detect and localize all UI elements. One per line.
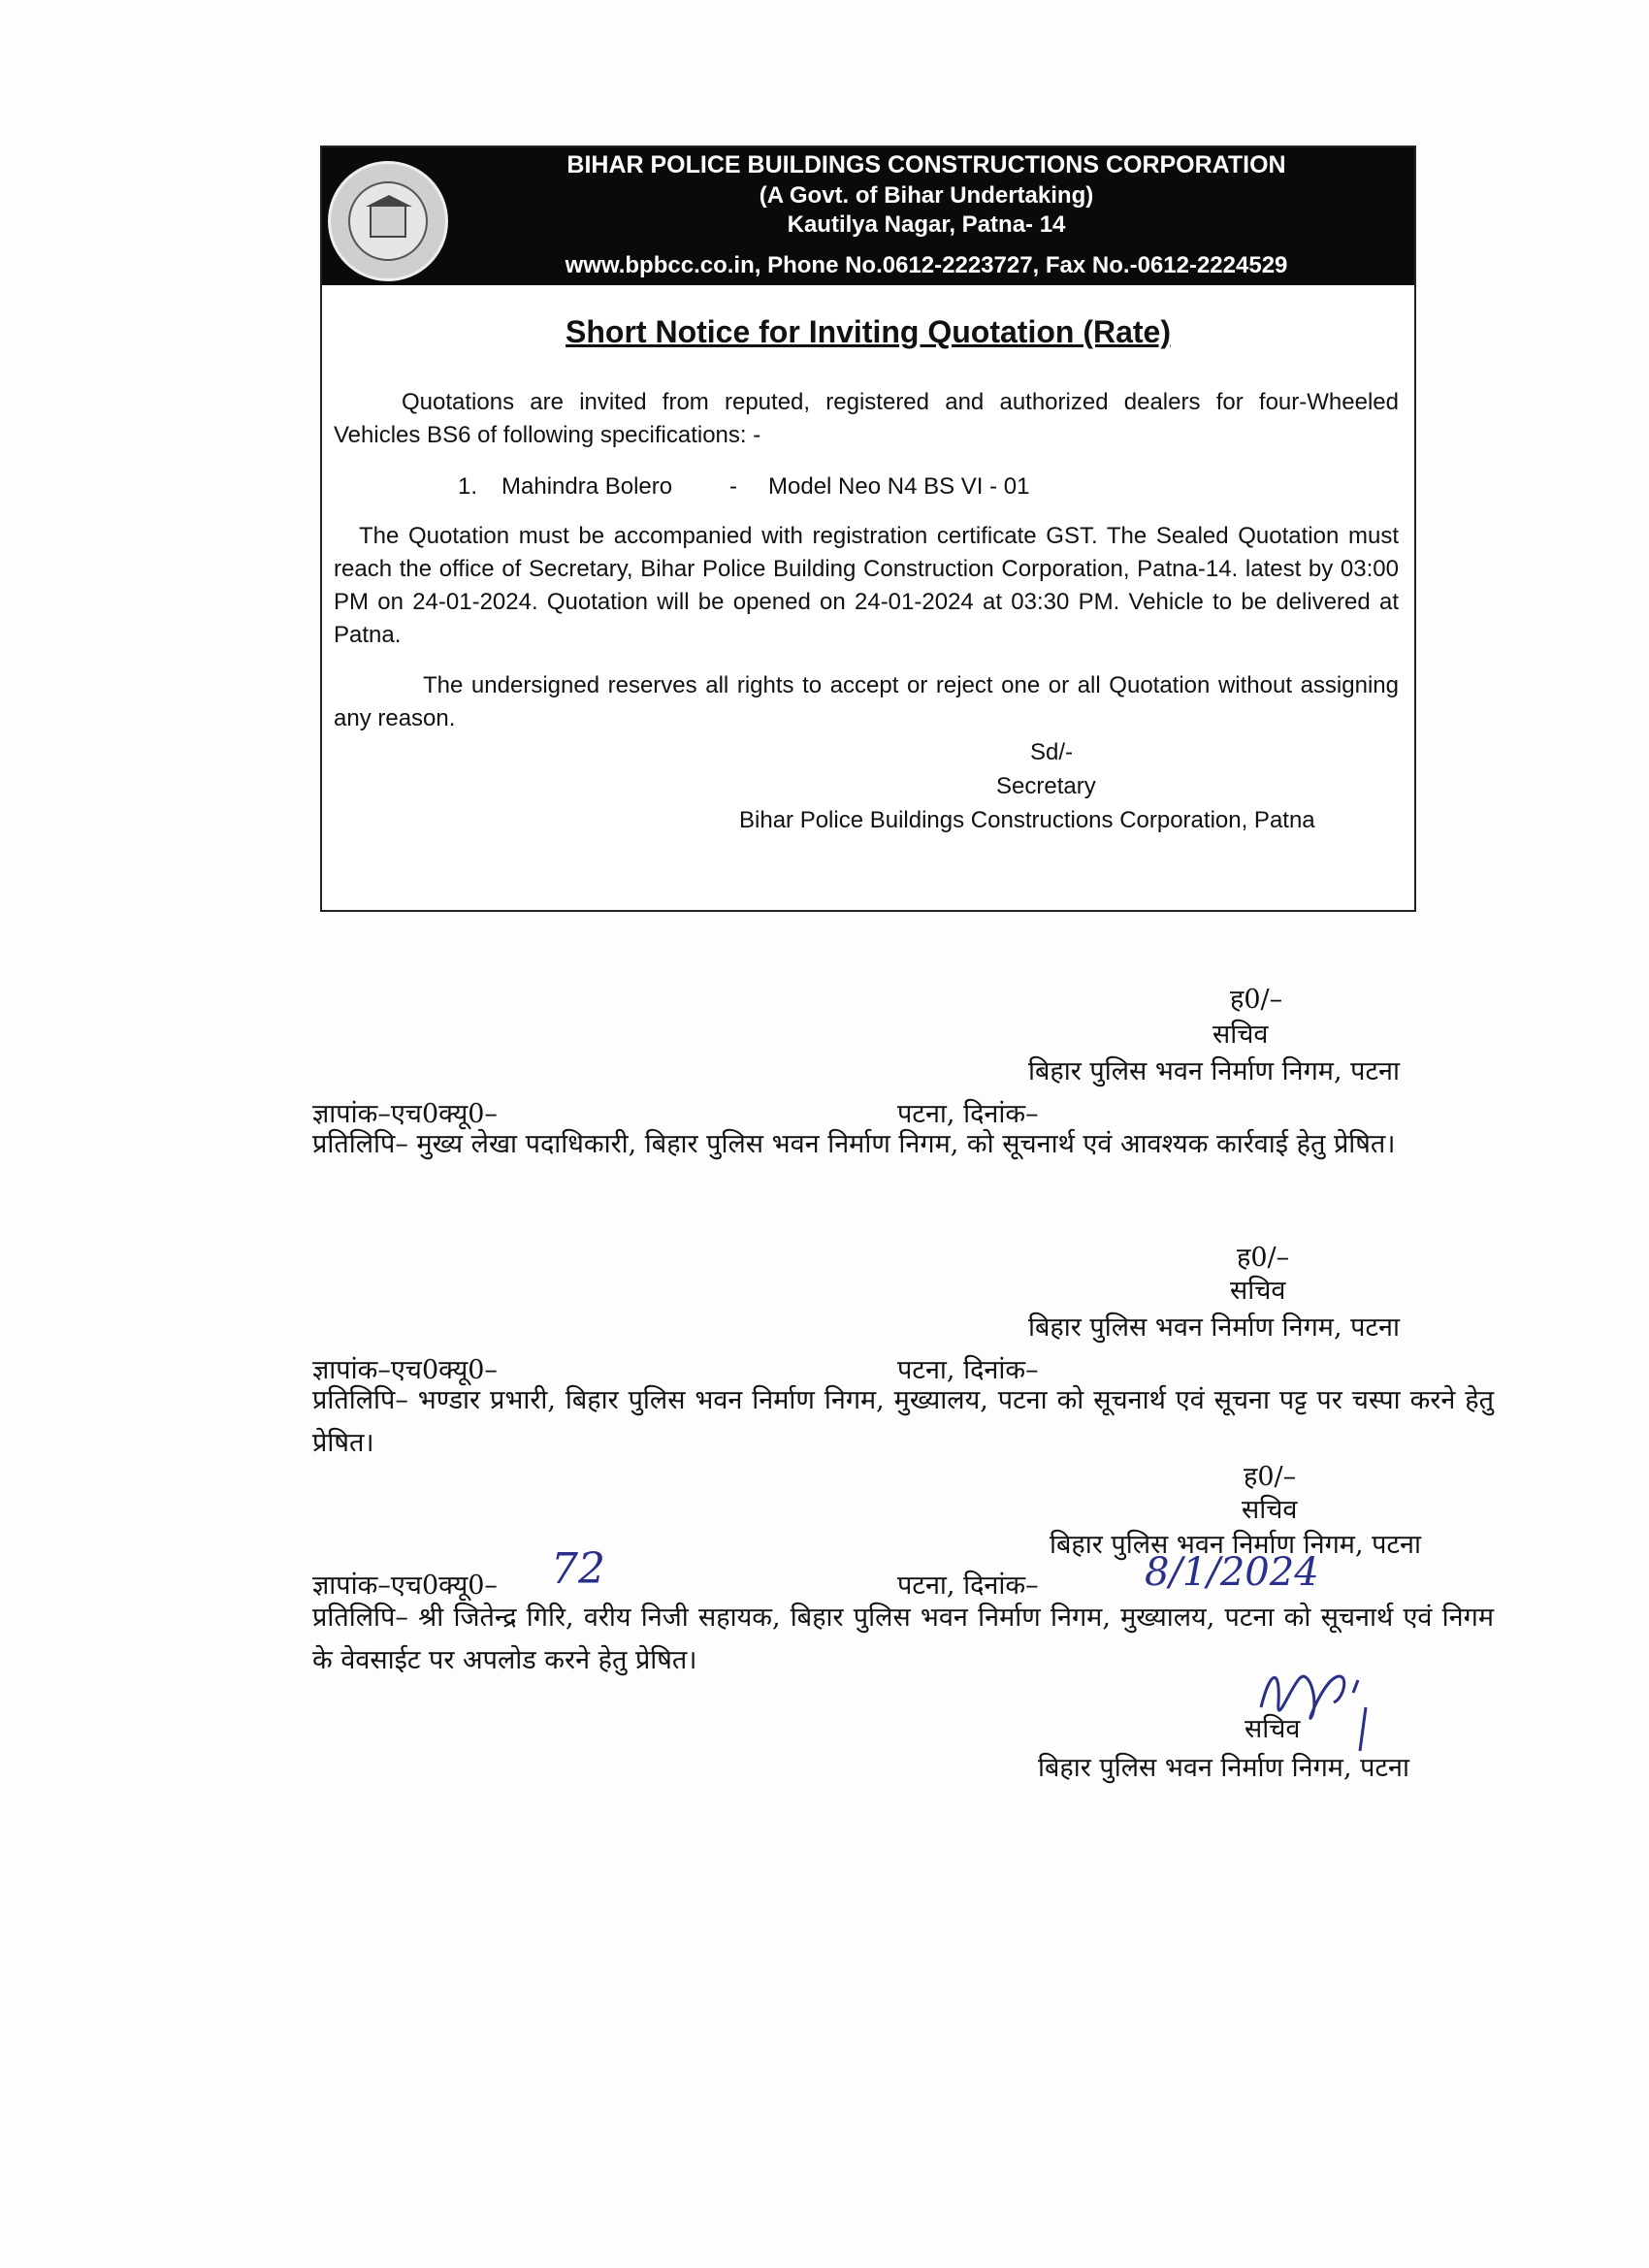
final-org: बिहार पुलिस भवन निर्माण निगम, पटना xyxy=(1038,1753,1410,1783)
copy1-ho: ह0/– xyxy=(1230,985,1283,1015)
item-number: 1. xyxy=(458,473,478,500)
copy3-ho: ह0/– xyxy=(1244,1462,1297,1492)
item-name: Mahindra Bolero xyxy=(501,473,673,500)
org-subtitle: (A Govt. of Bihar Undertaking) xyxy=(759,182,1094,209)
copy2-date: पटना, दिनांक– xyxy=(897,1355,1039,1385)
item-model: Model Neo N4 BS VI - 01 xyxy=(768,473,1030,500)
notice-secretary: Secretary xyxy=(996,773,1096,799)
notice-paragraph-3: The undersigned reserves all rights to accept or reject one or all Quotation without assigning any reason. xyxy=(334,672,1399,731)
copy1-ref: ज्ञापांक–एच0क्यू0– xyxy=(312,1099,498,1129)
copy2-ho: ह0/– xyxy=(1237,1243,1290,1273)
copy1-text: प्रतिलिपि– मुख्य लेखा पदाधिकारी, बिहार पुलिस भवन निर्माण निगम, को सूचनार्थ एवं आवश्यक कार्रवाई हेतु प्रेषित। xyxy=(312,1129,1396,1159)
copy3-ref-number: 72 xyxy=(551,1544,605,1594)
notice-org-sign: Bihar Police Buildings Constructions Corporation, Patna xyxy=(739,807,1315,833)
copy3-org: बिहार पुलिस भवन निर्माण निगम, पटना xyxy=(1050,1530,1422,1560)
letterhead-banner xyxy=(322,147,1414,285)
final-sachiv: सचिव xyxy=(1245,1714,1301,1744)
org-contact: www.bpbcc.co.in, Phone No.0612-2223727, Fax No.-0612-2224529 xyxy=(565,252,1288,278)
copy3-date-value: 8/1/2024 xyxy=(1145,1550,1319,1595)
copy2-ref: ज्ञापांक–एच0क्यू0– xyxy=(312,1355,498,1385)
copy2-org: बिहार पुलिस भवन निर्माण निगम, पटना xyxy=(1028,1312,1401,1343)
copy1-date: पटना, दिनांक– xyxy=(897,1099,1039,1129)
copy2-sachiv: सचिव xyxy=(1230,1276,1286,1306)
copy3-ref: ज्ञापांक–एच0क्यू0– xyxy=(312,1571,498,1601)
corporation-seal-icon xyxy=(328,161,448,281)
copy3-date: पटना, दिनांक– xyxy=(897,1571,1039,1601)
notice-paragraph-1: Quotations are invited from reputed, registered and authorized dealers for four-Wheeled Vehicles BS6 of following specifications: - xyxy=(334,389,1399,448)
notice-sd: Sd/- xyxy=(1030,739,1074,765)
notice-paragraph-2: The Quotation must be accompanied with registration certificate GST. The Sealed Quotation must reach the office of Secretary, Bihar Police Building Construction Corporation, Patna-14. latest by 03:00 PM on 24-01-2024. Quotation will be opened on 24-01-2024 at 03:30 PM. Vehicle to be delivered at Patna. xyxy=(334,523,1399,648)
org-address: Kautilya Nagar, Patna- 14 xyxy=(787,211,1066,238)
copy1-sachiv: सचिव xyxy=(1212,1020,1269,1050)
notice-box xyxy=(320,146,1416,912)
copy1-org: बिहार पुलिस भवन निर्माण निगम, पटना xyxy=(1028,1056,1401,1086)
copy3-text: प्रतिलिपि– श्री जितेन्द्र गिरि, वरीय निजी सहायक, बिहार पुलिस भवन निर्माण निगम, मुख्यालय, पटना को सूचनार्थ एवं निगम के वेवसाईट पर अपलोड करने हेतु प्रेषित। xyxy=(312,1603,1494,1675)
org-name: BIHAR POLICE BUILDINGS CONSTRUCTIONS CORPORATION xyxy=(566,151,1286,178)
item-dash: - xyxy=(729,473,737,500)
copy2-text: प्रतिलिपि– भण्डार प्रभारी, बिहार पुलिस भवन निर्माण निगम, मुख्यालय, पटना को सूचनार्थ एवं सूचना पट्ट पर चस्पा करने हेतु प्रेषित। xyxy=(312,1385,1494,1458)
copy3-sachiv: सचिव xyxy=(1242,1495,1298,1525)
notice-title: Short Notice for Inviting Quotation (Rate) xyxy=(566,314,1171,349)
